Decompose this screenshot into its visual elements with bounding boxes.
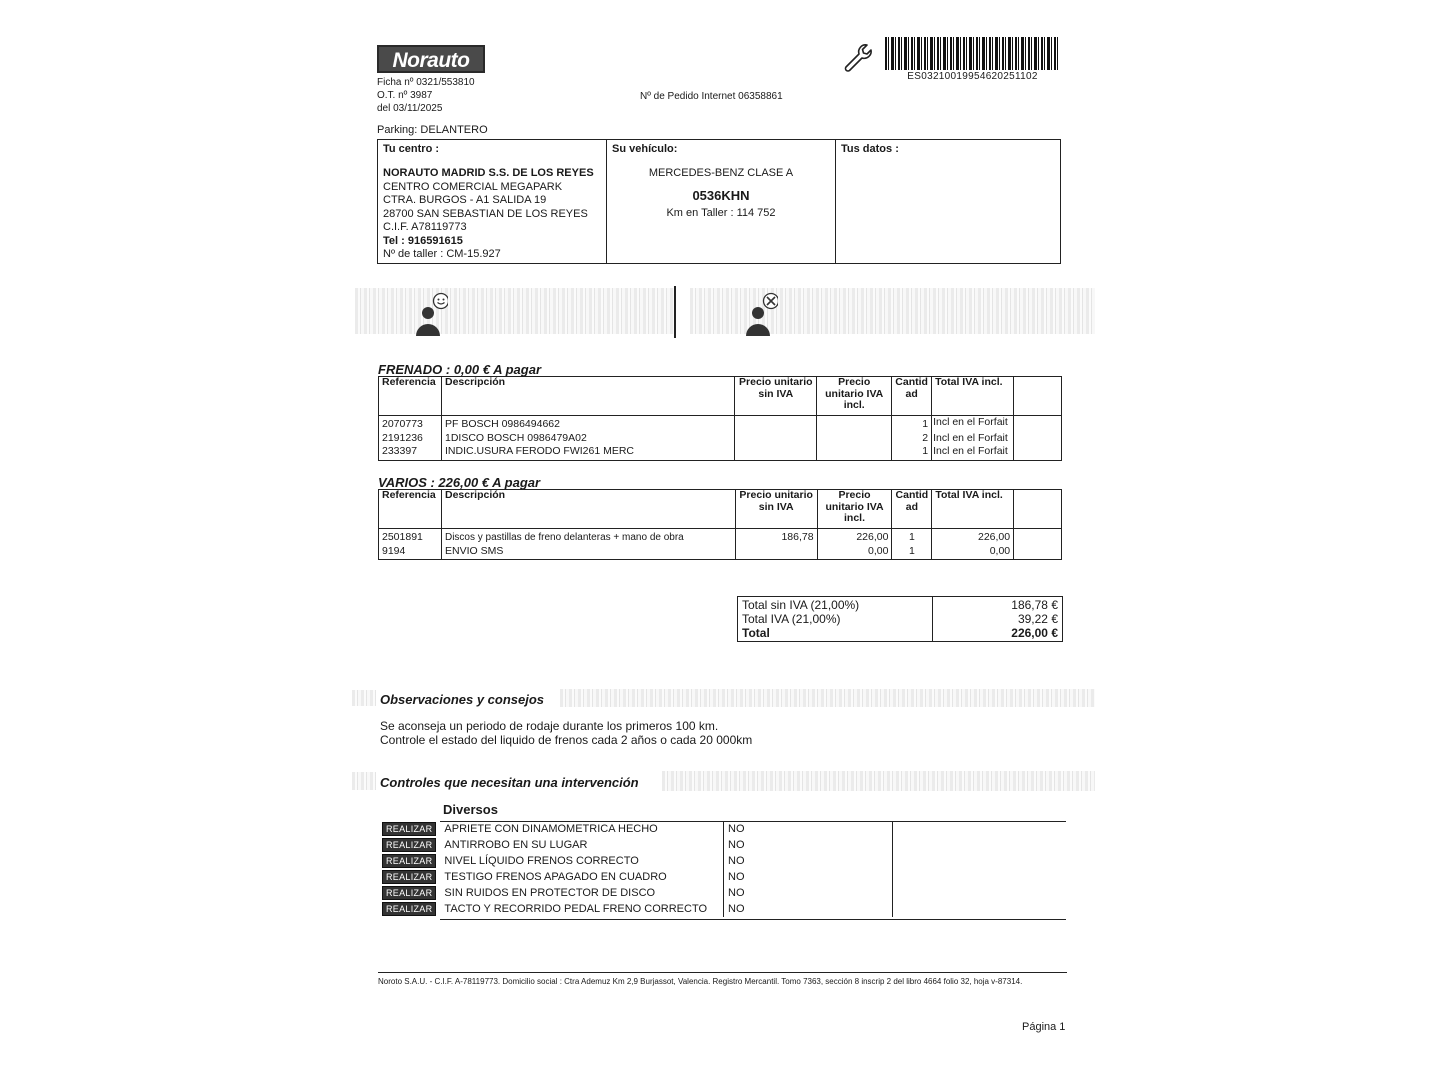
controls-bottom-line [440,919,1066,920]
col-header: Cantidad [892,490,932,529]
realizar-badge-cell [378,837,440,853]
redacted-area [662,771,1095,791]
control-value: NO [724,837,893,853]
total-label: Total sin IVA (21,00%) [738,597,933,613]
total-cell: Incl en el Forfait [932,432,1014,446]
centro-line: C.I.F. A78119773 [383,221,467,233]
observacion-line: Controle el estado del liquido de frenos cada 2 años o cada 20 000km [380,733,753,747]
col-header: Referencia [379,490,442,529]
centro-workshop-number: Nº de taller : CM-15.927 [383,248,501,260]
control-row [378,869,1066,885]
realizar-badge: REALIZAR [382,822,436,836]
redacted-area [560,689,1095,707]
control-label: ANTIRROBO EN SU LUGAR [444,839,588,851]
control-label: TESTIGO FRENOS APAGADO EN CUADRO [444,871,667,883]
centro-label: Tu centro : [383,143,440,155]
control-row [378,837,1066,853]
table-row [379,545,1062,560]
ref-cell: 2501891 [379,529,442,545]
realizar-badge: REALIZAR [382,902,436,916]
blank-cell [1014,545,1062,560]
blank-cell [1014,445,1062,460]
redacted-area [355,288,675,334]
ref-cell: 2070773 [379,416,442,432]
price-cell [735,545,817,560]
centro-address [383,167,601,262]
control-label: SIN RUIDOS EN PROTECTOR DE DISCO [444,887,656,899]
grand-total-row [738,626,1063,642]
info-box [377,139,1061,264]
col-header: Descripción [441,490,735,529]
internet-order-number: Nº de Pedido Internet 06358861 [640,91,783,102]
ot-number: O.T. nº 3987 [377,90,433,101]
total-value: 39,22 € [1017,612,1058,626]
blank-cell [1014,529,1062,545]
price-iva-cell [817,416,892,432]
vehicle-km: Km en Taller : 114 752 [666,207,776,219]
price-iva-cell: 0,00 [817,545,892,560]
control-label: APRIETE CON DINAMOMETRICA HECHO [444,823,658,835]
control-value: NO [724,901,893,917]
centro-line: CENTRO COMERCIAL MEGAPARK [383,180,563,193]
realizar-badge-cell [378,853,440,869]
realizar-badge: REALIZAR [382,886,436,900]
controles-table [378,821,1066,917]
varios-title: VARIOS : 226,00 € A pagar [378,475,541,490]
col-header: Cantidad [892,377,932,416]
totals-table [737,596,1063,642]
redacted-area [352,772,376,790]
total-label: Total IVA (21,00%) [738,612,933,626]
varios-table [378,489,1062,560]
norauto-logo: Norauto [377,45,485,73]
frenado-table [378,376,1062,461]
barcode-number: ES03210019954620251102 [907,71,1038,82]
col-header-blank [1014,490,1062,529]
col-header: Precio unitario IVA incl. [817,377,892,416]
footer-legal: Noroto S.A.U. - C.I.F. A-78119773. Domicilio social : Ctra Ademuz Km 2,9 Burjassot, Valencia. Registro Mercantil. Tomo 7363, sección 8 inscrip 2 del libro 4664 folio 32, hoja v-87314. [378,977,1023,986]
total-cell: 0,00 [932,545,1014,560]
footer-divider [378,972,1067,973]
price-iva-cell [817,432,892,446]
vehicle-model: MERCEDES-BENZ CLASE A [648,167,794,179]
redacted-area [352,690,376,706]
desc-cell: INDIC.USURA FERODO FWI261 MERC [441,445,734,460]
table-row [379,432,1062,446]
desc-cell: PF BOSCH 0986494662 [441,416,734,432]
centro-line: CTRA. BURGOS - A1 SALIDA 19 [383,194,547,206]
realizar-badge-cell [378,869,440,885]
frenado-title: FRENADO : 0,00 € A pagar [378,362,542,377]
price-cell [735,416,817,432]
satisfied-person-icon [408,292,448,337]
col-header: Total IVA incl. [932,377,1014,416]
col-header-blank [1014,377,1062,416]
ref-cell: 2191236 [379,432,442,446]
centro-phone: Tel : 916591615 [383,234,463,247]
control-row [378,885,1066,901]
realizar-badge: REALIZAR [382,838,436,852]
desc-cell: Discos y pastillas de freno delanteras + mano de obra [441,529,735,545]
total-value: 226,00 € [1011,626,1058,640]
observacion-line: Se aconseja un periodo de rodaje durante los primeros 100 km. [380,719,719,733]
table-row [379,445,1062,460]
control-label: TACTO Y RECORRIDO PEDAL FRENO CORRECTO [444,903,708,915]
desc-cell: 1DISCO BOSCH 0986479A02 [441,432,734,446]
table-row [379,529,1062,545]
qty-cell: 1 [892,545,932,560]
desc-cell: ENVIO SMS [441,545,735,560]
realizar-badge: REALIZAR [382,870,436,884]
controles-subtitle: Diversos [443,802,498,817]
centro-line: NORAUTO MADRID S.S. DE LOS REYES [383,167,594,179]
control-value: NO [724,885,893,901]
col-header: Descripción [441,377,734,416]
ficha-number: Ficha nº 0321/553810 [377,77,475,88]
total-cell: 226,00 [932,529,1014,545]
price-cell: 186,78 [735,529,817,545]
observaciones-title: Observaciones y consejos [380,692,545,707]
control-value: NO [724,869,893,885]
vehicle-plate: 0536KHN [692,188,750,203]
control-value: NO [724,821,893,837]
realizar-badge-cell [378,901,440,917]
col-header: Referencia [379,377,442,416]
datos-label: Tus datos : [841,143,899,155]
ref-cell: 9194 [379,545,442,560]
control-row [378,901,1066,917]
mechanic-person-icon [738,292,778,337]
iva-row [738,612,1063,626]
total-value: 186,78 € [1011,598,1058,612]
page-number: Página 1 [1022,1021,1066,1033]
col-header: Precio unitario sin IVA [735,490,817,529]
realizar-badge: REALIZAR [382,854,436,868]
control-row [378,853,1066,869]
price-iva-cell: 226,00 [817,529,892,545]
qty-cell: 1 [892,416,932,432]
vehiculo-label: Su vehículo: [612,143,678,155]
parking-label: Parking: DELANTERO [377,124,488,136]
divider [674,286,676,338]
blank-cell [1014,416,1062,432]
control-label: NIVEL LÍQUIDO FRENOS CORRECTO [444,855,639,867]
price-iva-cell [817,445,892,460]
qty-cell: 1 [892,529,932,545]
qty-cell: 1 [892,445,932,460]
col-header: Precio unitario IVA incl. [817,490,892,529]
table-row [379,416,1062,432]
qty-cell: 2 [892,432,932,446]
total-cell: Incl en el Forfait [932,416,1014,432]
price-cell [735,445,817,460]
barcode [885,37,1060,70]
subtotal-row [738,597,1063,613]
controles-title: Controles que necesitan una intervención [380,775,639,790]
centro-column [378,140,607,263]
vehiculo-column [607,140,836,263]
col-header: Total IVA incl. [932,490,1014,529]
control-row [378,821,1066,837]
datos-column [836,140,1062,263]
blank-cell [1014,432,1062,446]
wrench-icon [842,42,874,74]
total-cell: Incl en el Forfait [932,445,1014,460]
centro-line: 28700 SAN SEBASTIAN DE LOS REYES [383,207,588,220]
ref-cell: 233397 [379,445,442,460]
realizar-badge-cell [378,885,440,901]
realizar-badge-cell [378,821,440,837]
order-date: del 03/11/2025 [377,103,443,114]
col-header: Precio unitario sin IVA [735,377,817,416]
total-label: Total [738,626,933,642]
control-value: NO [724,853,893,869]
price-cell [735,432,817,446]
